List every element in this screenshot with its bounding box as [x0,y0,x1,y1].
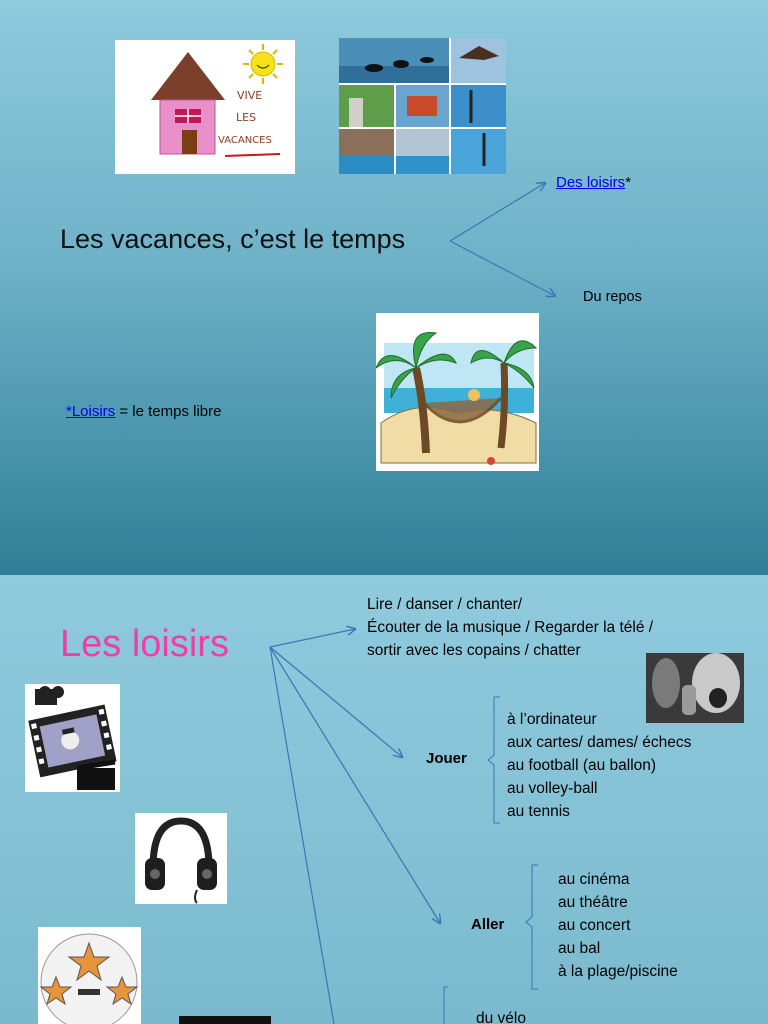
faire-item: du vélo [476,1010,526,1024]
headphones-clipart [135,813,227,904]
jouer-item: au football (au ballon) [507,757,657,774]
jouer-item: à l’ordinateur [507,711,597,728]
jouer-list [507,708,691,823]
aller-item: au théâtre [558,894,628,911]
football-clipart [38,927,141,1024]
slide-les-loisirs [0,575,768,1024]
aller-item: au concert [558,917,631,934]
jouer-item: aux cartes/ dames/ échecs [507,734,692,751]
partial-clipart [179,1016,271,1024]
beach-hammock-picture [376,313,539,471]
drawing-text-vacances: VACANCES [218,135,272,146]
aller-list [558,868,678,983]
asterisk: * [625,174,632,191]
loisirs-footnote-link[interactable]: *Loisirs [66,403,116,420]
branch-arrows [440,170,570,310]
jouer-item: au tennis [507,803,570,820]
footnote-definition: = le temps libre [115,403,222,420]
vive-les-vacances-drawing [115,40,295,174]
activity-line: Lire / danser / chanter/ [367,596,523,613]
vacances-heading: Les vacances, c’est le temps [60,224,406,254]
footnote [66,403,221,420]
film-camera-clipart [25,684,120,792]
aller-item: à la plage/piscine [558,963,678,980]
aller-label: Aller [471,916,505,933]
drawing-text-vive: VIVE [237,89,263,102]
branch-leisure [556,174,631,191]
des-loisirs-link[interactable]: Des loisirs [556,174,626,191]
slide-title: Les loisirs [60,623,229,665]
aller-item: au cinéma [558,871,630,888]
drawing-text-les: LES [236,111,257,124]
jouer-label: Jouer [426,750,467,767]
activities-list [367,593,653,662]
branch-rest: Du repos [583,289,642,305]
activity-line: Écouter de la musique / Regarder la télé / [367,619,654,636]
leisure-photo-collage [339,38,506,174]
aller-item: au bal [558,940,601,957]
activity-line: sortir avec les copains / chatter [367,642,581,659]
jouer-item: au volley-ball [507,780,598,797]
